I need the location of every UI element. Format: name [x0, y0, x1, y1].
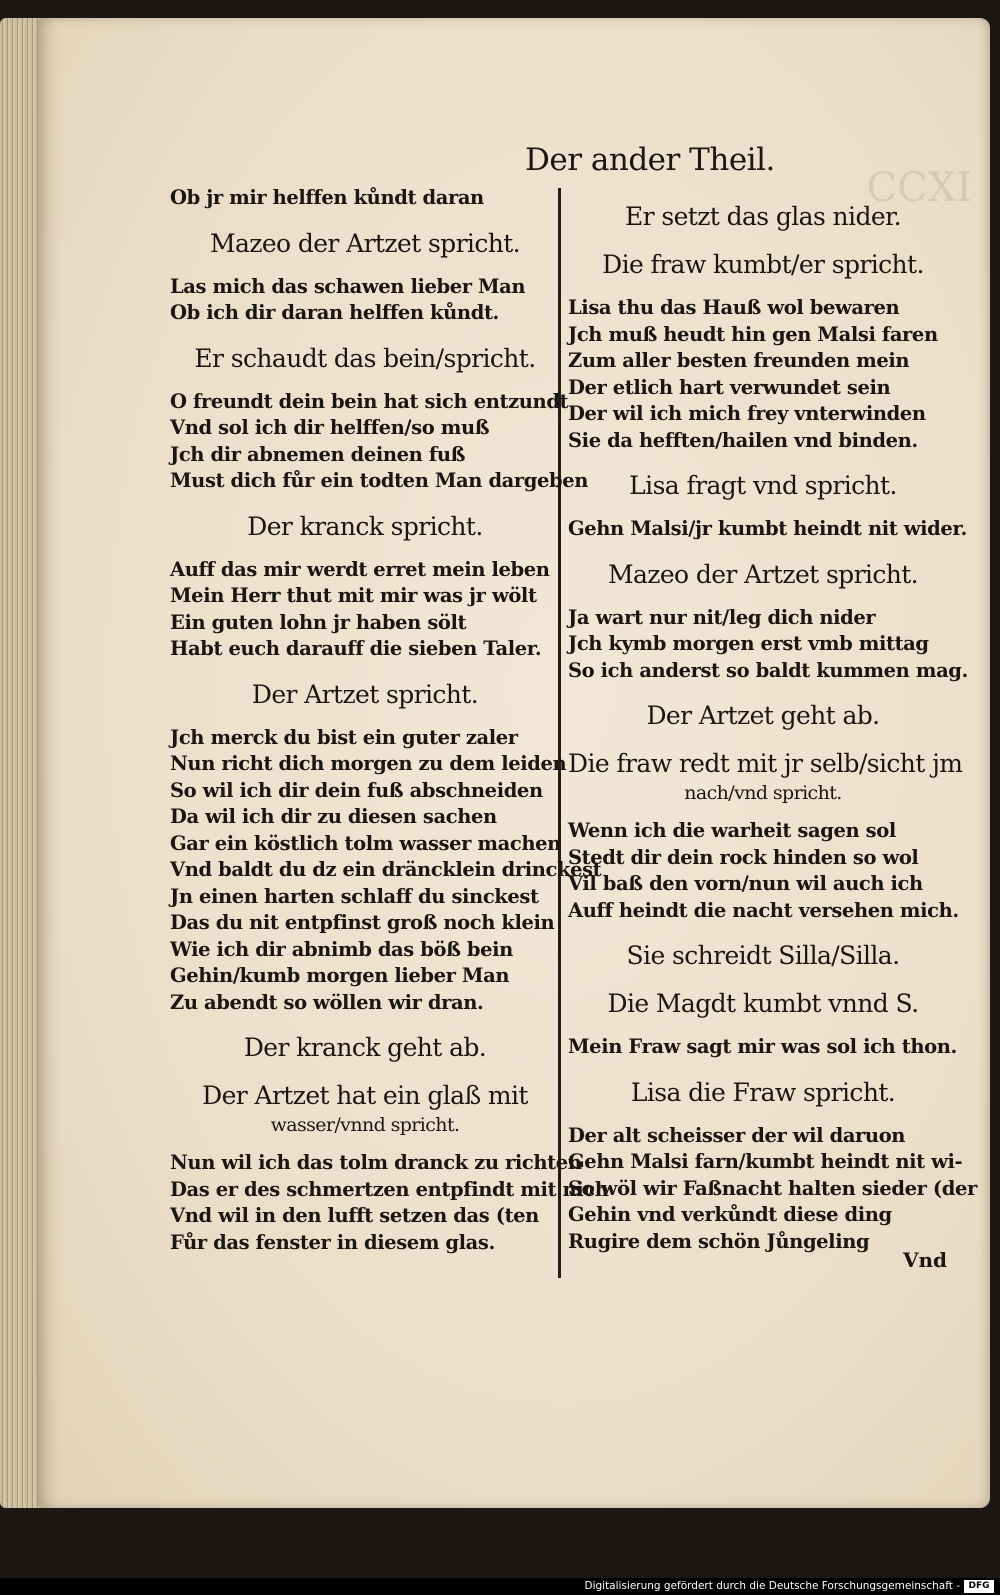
verse-line: Der etlich hart verwundet sein	[568, 375, 891, 399]
verse-line: Auff das mir werdt erret mein leben	[170, 557, 550, 581]
stage-direction: Die fraw kumbt/er spricht.	[602, 250, 924, 279]
verse-line: Rugire dem schön Jůngeling	[568, 1229, 870, 1253]
verse-line: Nun richt dich morgen zu dem leiden	[170, 752, 567, 775]
stage-direction: Lisa fragt vnd spricht.	[629, 471, 897, 500]
verse-line: Nun wil ich das tolm dranck zu richten	[170, 1151, 582, 1174]
stage-direction: Mazeo der Artzet spricht.	[607, 559, 919, 589]
verse-line: Gehin/kumb morgen lieber Man	[170, 964, 510, 987]
page-edges	[0, 18, 42, 1508]
verse-line: Wenn ich die warheit sagen sol	[568, 819, 896, 842]
verse-line: Fůr das fenster in diesem glas.	[170, 1230, 495, 1254]
verse-line: Jch kymb morgen erst vmb mittag	[568, 632, 929, 655]
verse-line: So wil ich dir dein fuß abschneiden	[170, 778, 543, 802]
stage-direction: Mazeo der Artzet spricht.	[209, 228, 521, 258]
verse-line: Gehn Malsi/jr kumbt heindt nit wider.	[568, 517, 967, 540]
verse-line: Das du nit entpfinst groß noch klein	[170, 911, 555, 934]
verse-line: Vnd wil in den lufft setzen das (ten	[170, 1204, 539, 1227]
stage-direction-continued: nach/vnd spricht.	[684, 782, 842, 804]
verse-line: Lisa thu das Hauß wol bewaren	[568, 296, 900, 319]
verse-line: Jch muß heudt hin gen Malsi faren	[568, 322, 938, 346]
verse-line: O freundt dein bein hat sich entzundt	[170, 389, 569, 413]
stage-direction: Er setzt das glas nider.	[625, 202, 901, 231]
verse-line: So ich anderst so baldt kummen mag.	[568, 658, 968, 682]
stage-direction: Die Magdt kumbt vnnd S.	[607, 989, 919, 1018]
verse-line: Zu abendt so wöllen wir dran.	[170, 990, 484, 1014]
stage-direction: Der kranck geht ab.	[243, 1033, 487, 1062]
verse-line: Zum aller besten freunden mein	[568, 349, 910, 372]
verse-line: Mein Herr thut mit mir was jr wölt	[170, 584, 537, 607]
running-head: Der ander Theil.	[525, 142, 775, 178]
stage-direction: Sie schreidt Silla/Silla.	[626, 941, 900, 970]
verse-line: Vil baß den vorn/nun wil auch ich	[568, 872, 923, 895]
verse-line: Vnd sol ich dir helffen/so muß	[170, 416, 490, 439]
footer-credit: Digitalisierung gefördert durch die Deutsche Forschungsgemeinschaft -	[584, 1580, 960, 1592]
verse-line: Ein guten lohn jr haben sölt	[170, 610, 467, 634]
verse-line: Der alt scheisser der wil daruon	[568, 1123, 906, 1147]
stage-direction: Der Artzet spricht.	[251, 679, 479, 709]
verse-line: Jch dir abnemen deinen fuß	[170, 442, 466, 466]
verse-line: Habt euch darauff die sieben Taler.	[170, 637, 542, 660]
verse-line: Stedt dir dein rock hinden so wol	[568, 845, 919, 869]
verse-line: Sie da hefften/hailen vnd binden.	[568, 428, 918, 452]
verse-line: Jch merck du bist ein guter zaler	[170, 725, 518, 749]
verse-line: Wie ich dir abnimb das böß bein	[170, 937, 513, 961]
verse-line: Ob ich dir daran helffen kůndt.	[170, 301, 499, 324]
verse-line: So wöl wir Faßnacht halten sieder (der	[568, 1176, 977, 1200]
stage-direction: Er schaudt das bein/spricht.	[194, 343, 536, 373]
verse-line: Auff heindt die nacht versehen mich.	[568, 898, 959, 922]
verse-line: Gehn Malsi farn/kumbt heindt nit wi-	[568, 1150, 963, 1173]
stage-direction: Die fraw redt mit jr selb/sicht jm	[568, 749, 963, 778]
stage-direction-continued: wasser/vnnd spricht.	[270, 1114, 460, 1136]
verse-line: Vnd baldt du dz ein dräncklein drinckest	[170, 858, 602, 881]
verse-line: Da wil ich dir zu diesen sachen	[170, 805, 497, 828]
verse-line: Ob jr mir helffen kůndt daran	[170, 186, 484, 209]
stage-direction: Der Artzet geht ab.	[646, 701, 880, 730]
verse-line: Jn einen harten schlaff du sinckest	[170, 884, 539, 908]
catchword: Vnd	[903, 1248, 948, 1272]
verse-line: Mein Fraw sagt mir was sol ich thon.	[568, 1035, 957, 1058]
verse-line: Das er des schmertzen entpfindt mit nich	[170, 1177, 609, 1201]
bleed-through-text: CCXI	[866, 165, 972, 211]
left-column	[170, 185, 609, 1256]
stage-direction: Der Artzet hat ein glaß mit	[202, 1081, 528, 1110]
stage-direction: Lisa die Fraw spricht.	[630, 1077, 896, 1107]
verse-line: Must dich fůr ein todten Man dargeben	[170, 469, 589, 492]
dfg-logo: DFG	[964, 1580, 994, 1593]
verse-line: Gehin vnd verkůndt diese ding	[568, 1203, 892, 1226]
verse-line: Gar ein köstlich tolm wasser machen	[170, 831, 561, 855]
verse-line: Ja wart nur nit/leg dich nider	[568, 605, 876, 629]
verse-line: Der wil ich mich frey vnterwinden	[568, 402, 926, 425]
verse-line: Las mich das schawen lieber Man	[170, 274, 526, 298]
stage-direction: Der kranck spricht.	[247, 511, 483, 541]
